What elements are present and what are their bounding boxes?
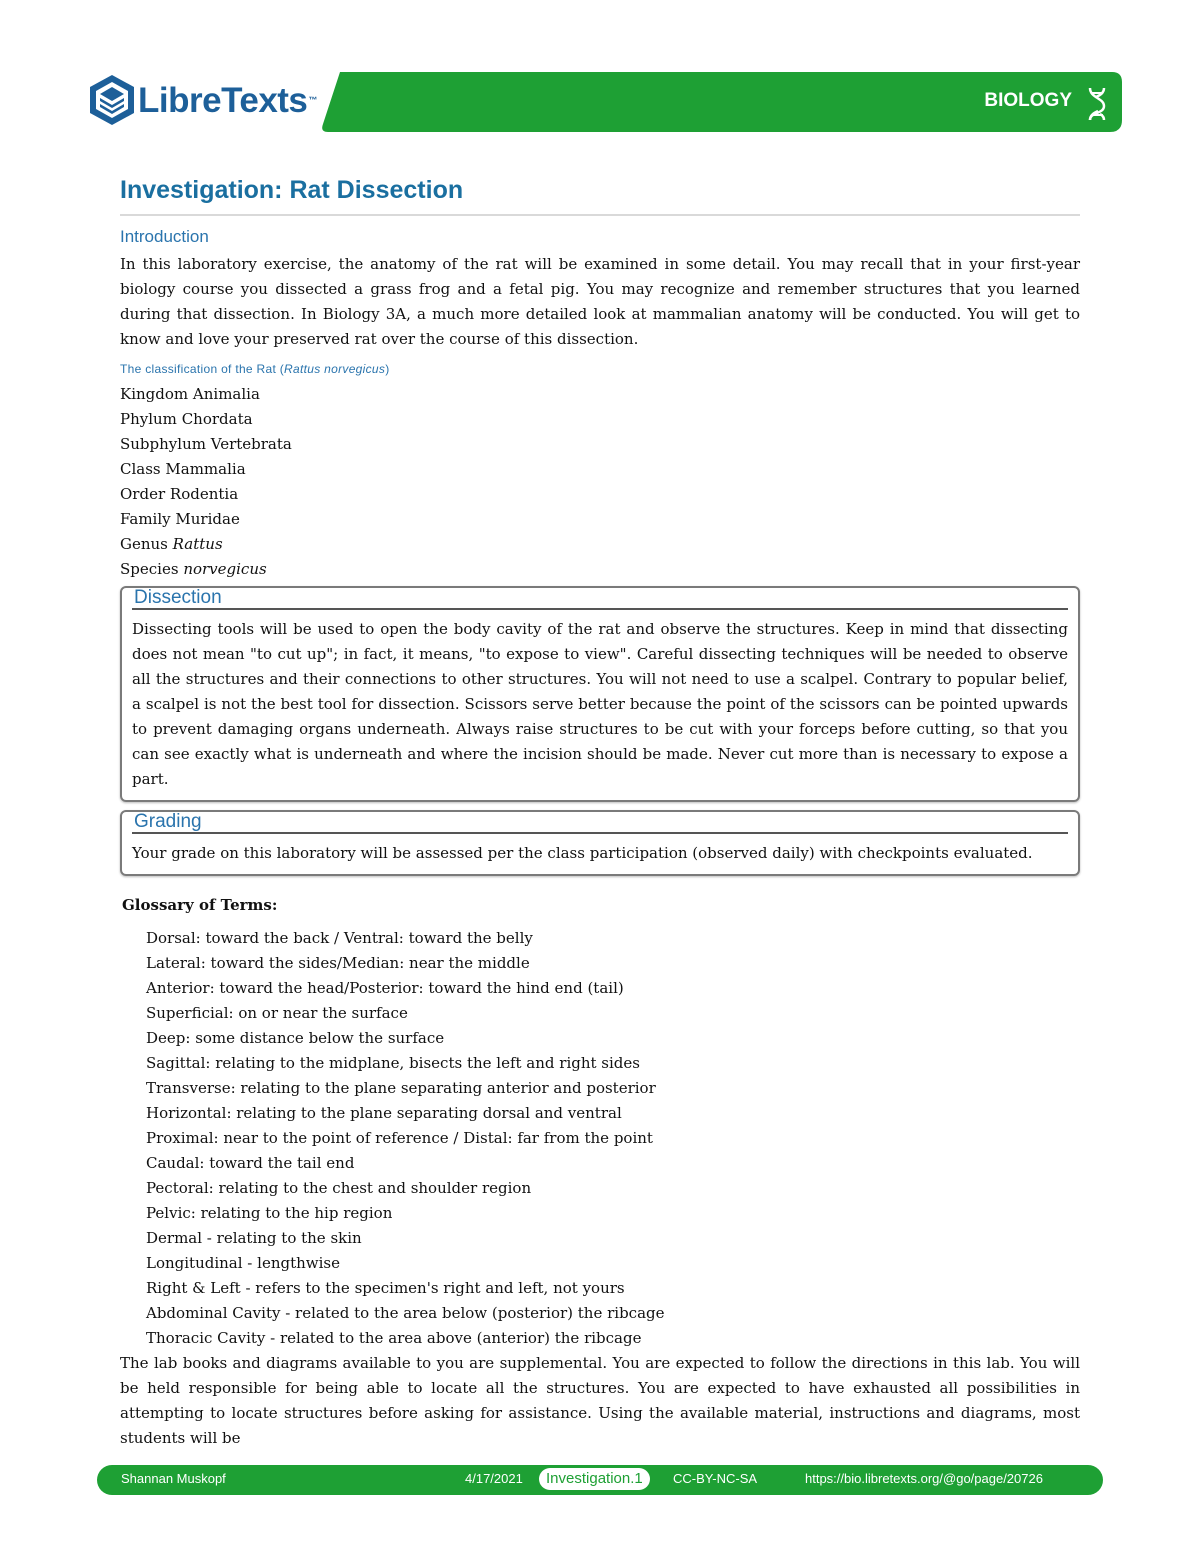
introduction-text: In this laboratory exercise, the anatomy of the rat will be examined in some detail. You may recall that in your first-year biology course you dissected a grass frog and a fetal pig. You may recognize and remember structures that you learned during that dissection. In Biology 3A, a much more detailed look at mammalian anatomy will be conducted. You will get to know and love your preserved rat over the course of this dissection.	[120, 255, 1080, 348]
glossary-item: Pectoral: relating to the chest and shoulder region	[146, 1179, 532, 1197]
classification-item: Genus Rattus	[120, 535, 223, 553]
dissection-text: Dissecting tools will be used to open the body cavity of the rat and observe the structures. Keep in mind that dissecting does not mean "to cut up"; in fact, it means, "to expose to view". Careful dissecting techniques will be needed to observe all the structures and their connections to other structures. You will not need to use a scalpel. Contrary to popular belief, a scalpel is not the best tool for dissection. Scissors serve better because the point of the scissors can be pointed upwards to prevent damaging organs underneath. Always raise structures to be cut with your forceps before cutting, so that you can see exactly what is underneath and where the incision should be made. Never cut more than is necessary to expose a part.	[132, 620, 1068, 788]
dissection-box	[120, 586, 1080, 802]
classification-item: Family Muridae	[120, 510, 240, 528]
glossary-item: Superficial: on or near the surface	[146, 1004, 408, 1022]
footer-author: Shannan Muskopf	[121, 1471, 226, 1486]
logo-trademark: ™	[308, 95, 317, 105]
classification-list	[120, 382, 1080, 582]
classification-item: Class Mammalia	[120, 460, 246, 478]
classification-item: Kingdom Animalia	[120, 385, 260, 403]
page-footer	[97, 1465, 1103, 1495]
classification-heading-prefix: The classification of the Rat (	[120, 362, 285, 376]
glossary-item: Proximal: near to the point of reference / Distal: far from the point	[146, 1129, 653, 1147]
glossary-item: Deep: some distance below the surface	[146, 1029, 445, 1047]
libretexts-logo-icon	[88, 73, 138, 133]
footer-page-label[interactable]: Investigation.1	[539, 1468, 650, 1490]
classification-item: Phylum Chordata	[120, 410, 253, 428]
glossary-item: Horizontal: relating to the plane separating dorsal and ventral	[146, 1104, 622, 1122]
dna-icon	[1082, 84, 1112, 124]
grading-text: Your grade on this laboratory will be assessed per the class participation (observed daily) with checkpoints evaluated.	[132, 844, 1033, 862]
classification-item: Subphylum Vertebrata	[120, 435, 292, 453]
closing-text: The lab books and diagrams available to you are supplemental. You are expected to follow the directions in this lab. You will be held responsible for being able to locate all the structures. You are expected to have exhausted all possibilities in attempting to locate structures before asking for assistance. Using the available material, instructions and diagrams, most students will be	[120, 1354, 1080, 1447]
logo-text: LibreTexts	[138, 81, 308, 120]
glossary-item: Dermal - relating to the skin	[146, 1229, 362, 1247]
grading-heading: Grading	[132, 812, 1068, 834]
glossary-heading: Glossary of Terms:	[122, 896, 278, 914]
glossary-item: Caudal: toward the tail end	[146, 1154, 355, 1172]
glossary-item: Pelvic: relating to the hip region	[146, 1204, 393, 1222]
classification-heading-species: Rattus norvegicus	[284, 362, 386, 376]
subject-banner[interactable]	[322, 72, 1122, 132]
glossary-list	[120, 926, 1080, 1351]
footer-url[interactable]: https://bio.libretexts.org/@go/page/20726	[805, 1471, 1043, 1486]
page-title: Investigation: Rat Dissection	[120, 176, 1080, 216]
footer-date: 4/17/2021	[465, 1471, 523, 1486]
classification-item: Species norvegicus	[120, 560, 267, 578]
introduction-heading: Introduction	[120, 227, 209, 246]
glossary-item: Lateral: toward the sides/Median: near the middle	[146, 954, 530, 972]
dissection-heading: Dissection	[132, 588, 1068, 610]
document-body	[120, 176, 1080, 1451]
glossary-item: Longitudinal - lengthwise	[146, 1254, 340, 1272]
classification-heading	[120, 362, 1080, 376]
glossary-item: Transverse: relating to the plane separating anterior and posterior	[146, 1079, 656, 1097]
glossary-item: Sagittal: relating to the midplane, bisects the left and right sides	[146, 1054, 640, 1072]
classification-heading-suffix: )	[385, 362, 390, 376]
glossary-item: Abdominal Cavity - related to the area below (posterior) the ribcage	[146, 1304, 665, 1322]
glossary-item: Anterior: toward the head/Posterior: toward the hind end (tail)	[146, 979, 624, 997]
banner-label: BIOLOGY	[984, 90, 1072, 111]
footer-license: CC-BY-NC-SA	[673, 1471, 758, 1486]
classification-item: Order Rodentia	[120, 485, 239, 503]
glossary-item: Thoracic Cavity - related to the area above (anterior) the ribcage	[146, 1329, 642, 1347]
glossary-item: Right & Left - refers to the specimen's right and left, not yours	[146, 1279, 625, 1297]
glossary-item: Dorsal: toward the back / Ventral: toward the belly	[146, 929, 533, 947]
grading-box	[120, 810, 1080, 876]
libretexts-logo[interactable]	[88, 73, 317, 133]
